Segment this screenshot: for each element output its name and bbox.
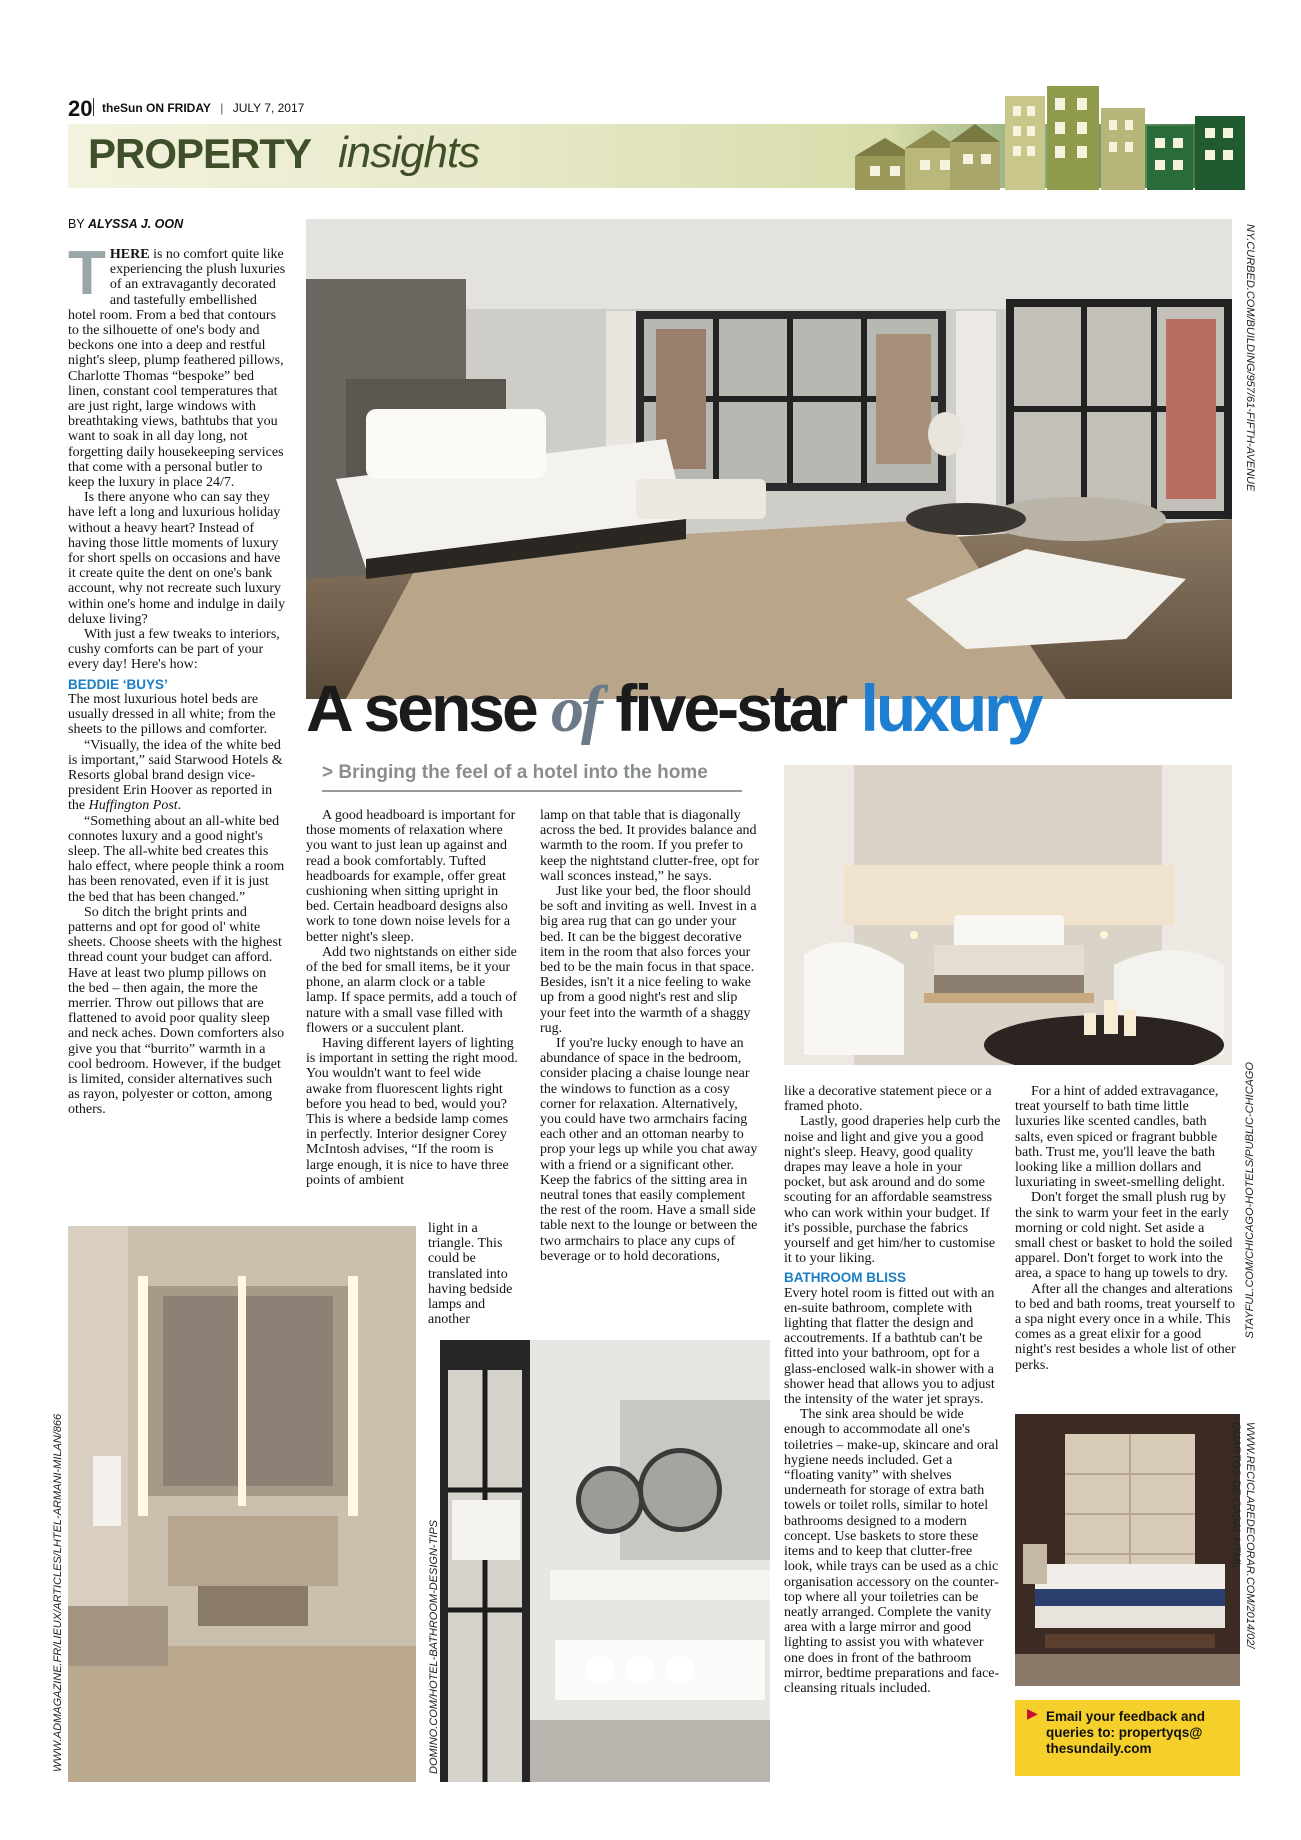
feedback-line-3: thesundaily.com bbox=[1046, 1741, 1152, 1756]
paragraph: Is there anyone who can say they have left a long and luxurious holiday without a heavy heart? Instead of having those little moments of luxury for short spells on occasions and have it create quite the dent on one's bank account, why not recreate such luxury within one's home and indulge in daily deluxe living? bbox=[68, 490, 286, 627]
paragraph: lamp on that table that is diagonally across the bed. It provides balance and warmth to the room. If you prefer to keep the nightstand clutter-free, opt for wall sconces instead,” he says. bbox=[540, 808, 759, 884]
paragraph: Having different layers of lighting is important in setting the right mood. You wouldn't want to feel wide awake from fluorescent lights right before you head to bed, would you? This is where a bedside lamp comes in perfectly. Interior designer Corey McIntosh advises, “If the room is large enough, it is nice to have three points of ambient bbox=[306, 1036, 518, 1188]
headline bbox=[306, 670, 1041, 748]
photo-credit-chicago bbox=[1244, 772, 1256, 1339]
paragraph: If you're lucky enough to have an abundance of space in the bedroom, consider placing a chaise lounge near the windows to function as a cosy corner for relaxation. Alternatively, you could have two armchairs facing each other and an ottoman nearby to prop your legs up while you chat away with a friend or a significant other. Keep the fabrics of the sitting area in neutral tones that easily complement the rest of the room. Have a small side table next to the lounge or between the two armchairs to place any cups of beverage or to hold decorations, bbox=[540, 1036, 758, 1264]
byline bbox=[68, 217, 183, 231]
paragraph: light in a triangle. This could be translated into having bedside lamps and another bbox=[428, 1221, 513, 1328]
main-bedroom-photo bbox=[306, 219, 1232, 699]
byline-prefix: BY bbox=[68, 217, 85, 231]
paragraph: Add two nightstands on either side of the bed for small items, be it your phone, an alarm clock or a table lamp. If space permits, add a touch of nature with a small vase filled with flowers or a succulent plant. bbox=[306, 944, 518, 1036]
paragraph: A good headboard is important for those moments of relaxation where you want to just lean up against and read a book comfortably. Tufted headboards for example, offer great cushioning when sitting upright in bed. Certain headboard designs also work to tone down noise levels for a better night's sleep. bbox=[306, 808, 516, 945]
paragraph: So ditch the bright prints and patterns and opt for good ol' white sheets. Choose sheets with the highest thread count your budget can afford. Have at least two plump pillows on the bed – then again, the more the merrier. Throw out pillows that are flattened to avoid poor quality sleep and neck aches. Down comforters also give you that “burrito” warmth in a cool bedroom. However, if the budget is limited, consider alternatives such as rayon, polyester or cotton, among others. bbox=[68, 904, 285, 1118]
domino-bathroom-photo bbox=[440, 1340, 770, 1782]
section-title-bold: PROPERTY bbox=[88, 130, 312, 177]
arrow-right-icon: ▶ bbox=[1027, 1707, 1038, 1722]
headline-part1: A sense bbox=[306, 671, 552, 745]
paragraph: The sink area should be wide enough to accommodate all one's toiletries – make-up, skincare and oral hygiene needs included. Get a “floating vanity” with shelves underneath for storage of extra bath towels or toilet rolls, similar to hotel bathrooms designed to a modern concept. Use baskets to store these items and to keep that clutter-free look, while trays can be used as a chic organisation accessory on the counter-top where all your toiletries can be neatly arranged. Complete the vanity area with a large mirror and good lighting to assist you with whatever one does in front of the bathroom mirror, bedtime preparations and face-cleansing rituals included. bbox=[784, 1407, 1000, 1696]
chicago-hotel-photo bbox=[784, 765, 1232, 1065]
page-number: 20 bbox=[68, 96, 93, 121]
paragraph: Don't forget the small plush rug by the sink to warm your feet in the early morning or cold night. Set aside a small chest or basket to hold the soiled apparel. Don't forget to work into the area, a space to hang up towels to dry. bbox=[1015, 1190, 1233, 1282]
paragraph: The most luxurious hotel beds are usually dressed in all white; from the sheets to the pillows and comforter. bbox=[68, 691, 276, 738]
paragraph: “Something about an all-white bed connotes luxury and a good night's sleep. The all-white bed creates this halo effect, where people think a room has been renovated, even if it is just the bed that has been changed.” bbox=[68, 813, 285, 905]
byline-author: ALYSSA J. OON bbox=[87, 217, 184, 231]
photo-credit-reciclar-2 bbox=[1230, 1422, 1242, 1568]
article-column-3 bbox=[540, 808, 762, 1264]
intro-text: is no comfort quite like experiencing the plush luxuries of an extravagantly decorated and tastefully embellished hotel room. From a bed that contours to the silhouette of one's body and beckons one into a deep and restful night's sleep, plump feathered pillows, Charlotte Thomas “bespoke” bed linen, constant cool temperatures that are just right, large windows with breathtaking views, bathtubs that you want to soak in all day long, not forgetting daily housekeeping services that come with a personal butler to keep the luxury in place 24/7. bbox=[68, 247, 286, 491]
paragraph: For a hint of added extravagance, treat yourself to bath time little luxuries like scented candles, bath salts, even spiced or fragrant bubble bath. Trust me, you'll leave the bath looking like a million dollars and luxuriating in sweet-smelling delight. bbox=[1015, 1084, 1225, 1191]
section-heading-beddie: BEDDIE ‘BUYS’ bbox=[68, 676, 168, 692]
intro-paragraph bbox=[68, 239, 286, 491]
photo-credit-reciclar-line2: QUARTOS-DE-CASAL.HTML bbox=[1230, 1422, 1242, 1568]
feedback-line-2: queries to: propertyqs@ bbox=[1046, 1725, 1203, 1740]
article-column-5 bbox=[1015, 1084, 1237, 1373]
paragraph: Lastly, good draperies help curb the noise and light and give you a good night's sleep. Heavy, good quality drapes may leave a hole in your pocket, but ask around and do some scouting for an affordable seamstress who can work within your budget. If it's possible, purchase the fabrics yourself and get him/her to customise it to your liking. bbox=[784, 1114, 1001, 1267]
paragraph: Every hotel room is fitted out with an en-suite bathroom, complete with lighting that flatter the design and accoutrements. If a bathtub can't be fitted into your bathroom, opt for a glass-enclosed walk-in shower with a shower head that allows you to adjust the intensity of the water jet sprays. bbox=[784, 1285, 995, 1408]
subheadline: > Bringing the feel of a hotel into the home bbox=[322, 762, 742, 792]
divider bbox=[93, 98, 94, 116]
photo-credit-reciclar bbox=[1244, 1422, 1256, 1648]
article-column-2 bbox=[306, 808, 518, 1188]
paragraph: like a decorative statement piece or a framed photo. bbox=[784, 1084, 992, 1115]
drop-cap: T bbox=[68, 239, 106, 308]
photo-credit-admag: WWW.ADMAGAZINE.FR/LIEUX/ARTICLES/LHTEL-ARMANI-MILAN/866 bbox=[52, 1413, 64, 1772]
quote-end: . bbox=[177, 798, 182, 814]
paragraph: After all the changes and alterations to bed and bath rooms, treat yourself to a spa night every once in a while. This comes as a great elixir for a good night's rest besides a whole list of other perks. bbox=[1015, 1281, 1236, 1373]
city-skyline-illustration bbox=[855, 86, 1245, 190]
article-column-4 bbox=[784, 1084, 1002, 1696]
publication-date: JULY 7, 2017 bbox=[232, 101, 305, 115]
photo-credit-main: NY.CURBED.COM/BUILDING/957/61-FIFTH-AVENUE bbox=[1244, 224, 1256, 492]
article-column-2-continued bbox=[428, 1221, 520, 1327]
headline-of: of bbox=[551, 673, 601, 746]
photo-credit-chicago-text: STAYFUL.COM/CHICAGO-HOTELS/PUBLIC-CHICAGO bbox=[1244, 1062, 1256, 1339]
headline-part2: five-star bbox=[600, 671, 861, 745]
photo-credit-reciclar-line1: WWW.RECICLAREDECORAR.COM/2014/02/ bbox=[1244, 1422, 1256, 1649]
headline-luxury: luxury bbox=[860, 671, 1041, 745]
publication-name: theSun ON FRIDAY bbox=[102, 101, 211, 115]
paragraph: With just a few tweaks to interiors, cushy comforts can be part of your every day! Here's how: bbox=[68, 627, 280, 673]
paragraph: Just like your bed, the floor should be soft and inviting as well. Invest in a big area rug that can go under your bed. It can be the biggest decorative item in the room that also forces your bed to be the main focus in that space. Besides, isn't it a nice feeling to wake up from a good night's rest and slip your feet into the warmth of a shaggy rug. bbox=[540, 884, 757, 1036]
reciclar-bedroom-photo bbox=[1015, 1414, 1240, 1686]
photo-credit-domino: DOMINO.COM/HOTEL-BATHROOM-DESIGN-TIPS bbox=[428, 1519, 440, 1774]
section-heading-bathroom: BATHROOM BLISS bbox=[784, 1270, 906, 1286]
section-title-italic: insights bbox=[338, 128, 480, 177]
publication-line: theSun ON FRIDAY | JULY 7, 2017 bbox=[102, 101, 305, 115]
quote-text: “Visually, the idea of the white bed is important,” said Starwood Hotels & Resorts global brand design vice-president Erin Hoover as reported in the bbox=[68, 737, 283, 814]
article-column-1 bbox=[68, 239, 286, 1118]
feedback-text[interactable] bbox=[1046, 1709, 1236, 1757]
intro-lead: HERE bbox=[109, 247, 150, 262]
armani-bathroom-photo bbox=[68, 1226, 416, 1782]
source-name: Huffington Post bbox=[88, 798, 178, 814]
paragraph-quote bbox=[68, 738, 286, 814]
feedback-line-1: Email your feedback and bbox=[1046, 1709, 1206, 1724]
